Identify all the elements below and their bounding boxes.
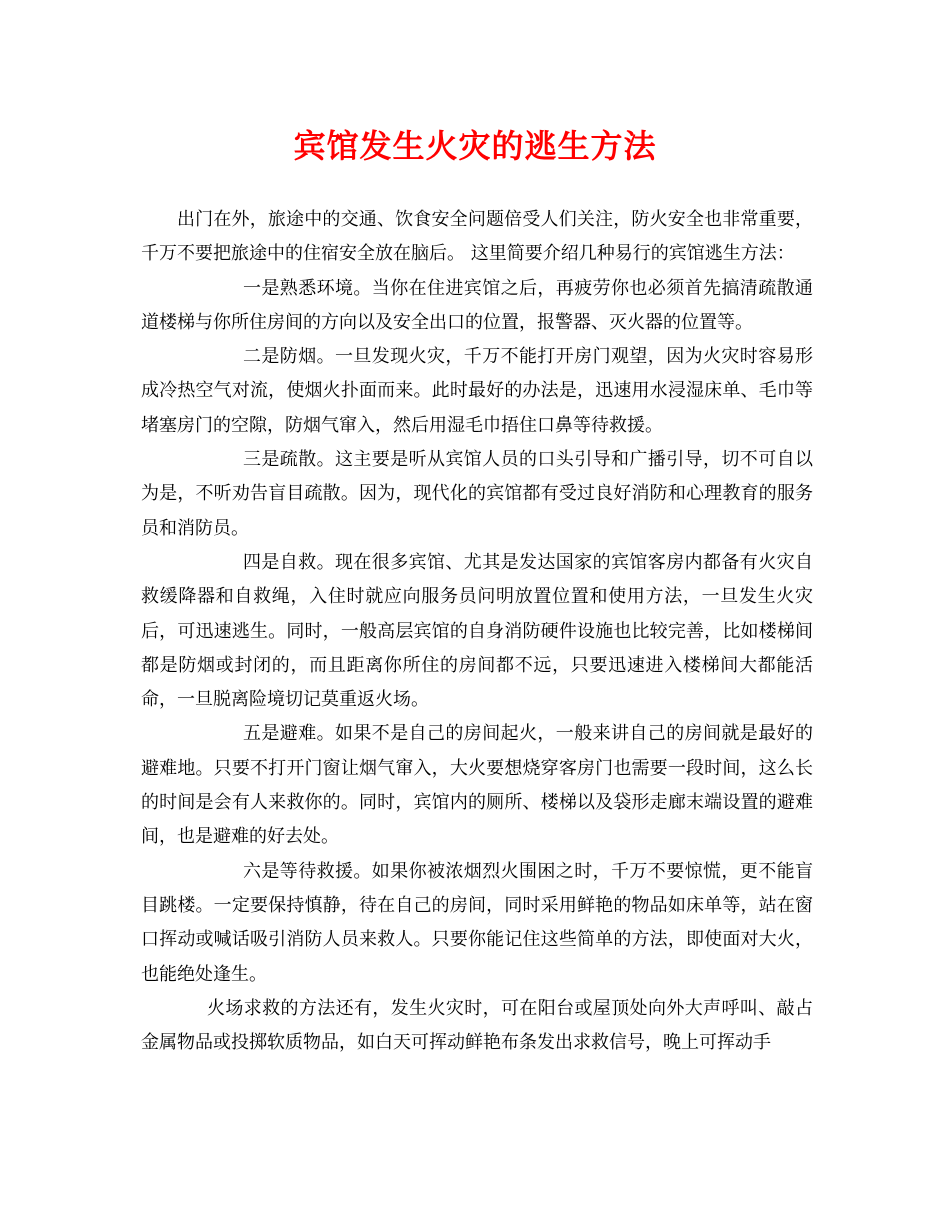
- document-body: [141, 203, 813, 1060]
- paragraph-intro: 出门在外，旅途中的交通、饮食安全问题倍受人们关注，防火安全也非常重要，千万不要把旅途中的住宿安全放在脑后。 这里简要介绍几种易行的宾馆逃生方法：: [141, 209, 813, 265]
- paragraph-evacuation: 三是疏散。这主要是听从宾馆人员的口头引导和广播引导，切不可自以为是，不听劝告盲目疏散。因为，现代化的宾馆都有受过良好消防和心理教育的服务员和消防员。: [141, 449, 813, 539]
- document-title: 宾馆发生火灾的逃生方法: [293, 127, 657, 165]
- paragraph-familiarize-environment: 一是熟悉环境。当你在住进宾馆之后，再疲劳你也必须首先搞清疏散通道楼梯与你所住房间的方向以及安全出口的位置，报警器、灭火器的位置等。: [141, 277, 813, 333]
- paragraph-smoke-prevention: 二是防烟。一旦发现火灾，千万不能打开房门观望，因为火灾时容易形成冷热空气对流，使烟火扑面而来。此时最好的办法是，迅速用水浸湿床单、毛巾等堵塞房门的空隙，防烟气窜入，然后用湿毛巾捂住口鼻等待救援。: [141, 346, 813, 436]
- paragraph-distress-signals: 火场求救的方法还有，发生火灾时，可在阳台或屋顶处向外大声呼叫、敲占金属物品或投掷软质物品，如白天可挥动鲜艳布条发出求救信号，晚上可挥动手: [141, 997, 813, 1054]
- paragraph-await-rescue: 六是等待救援。如果你被浓烟烈火围困之时，千万不要惊慌，更不能盲目跳楼。一定要保持慎静，待在自己的房间，同时采用鲜艳的物品如床单等，站在窗口挥动或喊话吸引消防人员来救人。只要你能记住这些简单的方法，即使面对大火，也能绝处逢生。: [141, 860, 813, 985]
- paragraph-refuge: 五是避难。如果不是自己的房间起火，一般来讲自己的房间就是最好的避难地。只要不打开门窗让烟气窜入，大火要想烧穿客房门也需要一段时间，这么长的时间是会有人来救你的。同时，宾馆内的厕所、楼梯以及袋形走廊末端设置的避难间，也是避难的好去处。: [141, 723, 813, 848]
- paragraph-self-rescue: 四是自救。现在很多宾馆、尤其是发达国家的宾馆客房内都备有火灾自救缓降器和自救绳，入住时就应向服务员问明放置位置和使用方法，一旦发生火灾后，可迅速逃生。同时，一般高层宾馆的自身消防硬件设施也比较完善，比如楼梯间都是防烟或封闭的，而且距离你所住的房间都不远，只要迅速进入楼梯间大都能活命，一旦脱离险境切记莫重返火场。: [141, 551, 813, 711]
